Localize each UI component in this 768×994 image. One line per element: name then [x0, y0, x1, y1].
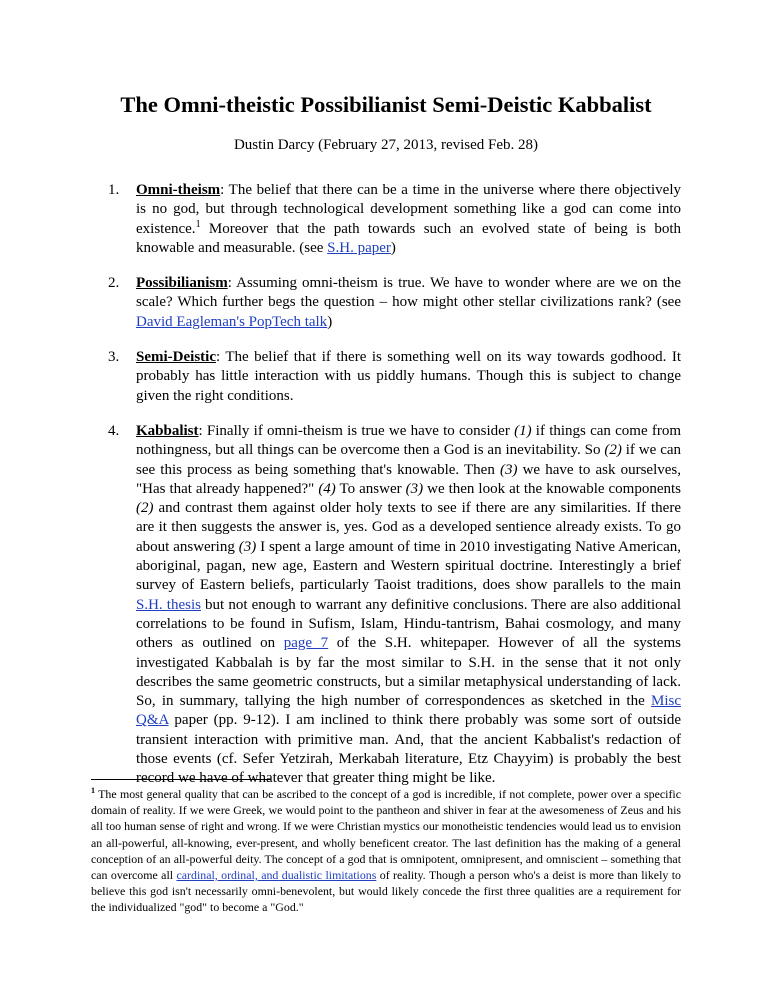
list-number: 4.: [108, 422, 120, 439]
term-omni-theism: Omni-theism: [136, 182, 221, 198]
footnote: [91, 786, 681, 916]
item-text: : The belief that there can be a time in the universe where there objectively is no god, but through technological development something like a god can come into existence.: [136, 182, 681, 237]
item-text: ): [390, 239, 396, 256]
item-text: of the S.H. whitepaper. However of all the systems investigated Kabbalah is by far the most similar to S.H. in the sense that it not only describes the same geometric constructs, but a similar metaphysical understanding of lack. So, in summary, tallying the high number of correspondences as sketched in the: [136, 635, 681, 710]
term-kabbalist: Kabbalist: [136, 422, 199, 439]
step-marker: (3): [405, 480, 424, 497]
item-text: and contrast them against older holy texts to see if there are any similarities. If there are it then suggests the answer is, yes. God as a developed sentience already exists. To go about answering: [136, 500, 681, 555]
definition-list: [91, 181, 681, 789]
item-text: we have to ask ourselves, "Has that already happened?": [136, 461, 681, 497]
item-text: : The belief that if there is something well on its way towards godhood. It probably has little interaction with us piddly humans. Though this is subject to change given the right conditions.: [136, 349, 681, 404]
list-number: 1.: [108, 182, 120, 198]
term-possibilianism: Possibilianism: [136, 275, 228, 292]
step-marker: (3): [499, 461, 518, 478]
document-title: The Omni-theistic Possibilianist Semi-Deistic Kabbalist: [120, 92, 652, 117]
footnote-text: of reality. Though a person who's a deist is more than likely to believe this god isn't necessarily omni-benevolent, but would likely concede the first three qualities are a requirement for the individualized "god" to become a "God.": [91, 868, 681, 915]
item-text: ): [327, 313, 333, 330]
list-item-kabbalist: [91, 422, 681, 789]
step-marker: (2): [604, 442, 622, 459]
item-text: To answer: [335, 480, 406, 497]
footnote-text: The most general quality that can be ascribed to the concept of a god is incredible, if not complete, power over a specific domain of reality. If we were Greek, we would point to the pantheon and shiver in fear at the awesomeness of Zeus and his all too human sense of right and wrong. If we were Christian mystics our monotheistic tendencies would lead us to envision an all-powerful, all-knowing, ever-present, and wholly beneficent creator. The last definition has the making of a general conception of an all-powerful deity. The concept of a god that is omnipotent, omnipresent, and omniscient – something that can overcome all: [91, 787, 681, 883]
link-sh-thesis[interactable]: S.H. thesis: [136, 596, 201, 613]
link-eagleman-talk[interactable]: David Eagleman's PopTech talk: [136, 313, 328, 330]
author-byline: Dustin Darcy (February 27, 2013, revised Feb. 28): [233, 137, 539, 153]
item-text: Moreover that the path towards such an evolved state of being is both knowable and measurable. (see: [136, 220, 681, 256]
link-misc-qa[interactable]: Misc Q&A: [136, 693, 681, 729]
link-page-7[interactable]: page 7: [283, 635, 329, 652]
list-item-possibilianism: [91, 274, 681, 332]
step-marker: (1): [514, 422, 532, 439]
link-limitations[interactable]: cardinal, ordinal, and dualistic limitations: [176, 868, 377, 883]
list-number: 2.: [108, 275, 120, 292]
footnote-ref[interactable]: 1: [195, 218, 201, 230]
item-text: if things can come from nothingness, but all things can be overcome then a God is an inevitability. So: [136, 422, 681, 459]
footnote-divider: [91, 779, 271, 780]
list-item-semi-deistic: [91, 348, 681, 406]
item-text: if we can see this process as being something that's knowable. Then: [136, 442, 682, 478]
item-text: I spent a large amount of time in 2010 investigating Native American, aboriginal, pagan, new age, Eastern and Western spiritual doctrine. Interestingly a brief survey of Eastern beliefs, particularly Taoist traditions, does show parallels to the main: [136, 538, 681, 594]
footnote-mark: 1: [91, 786, 95, 795]
list-number: 3.: [108, 349, 120, 366]
list-item-omni-theism: [91, 181, 681, 258]
item-text: : Finally if omni-theism is true we have to consider: [198, 422, 515, 439]
item-text: but not enough to warrant any definitive conclusions. There are also additional correlations to be found in Sufism, Islam, Hindu-tantrism, Bahai cosmology, and many others as outlined on: [136, 596, 682, 652]
link-sh-paper[interactable]: S.H. paper: [327, 239, 391, 256]
step-marker: (3): [238, 538, 257, 555]
item-text: paper (pp. 9-12). I am inclined to think there probably was some sort of outside transient interaction with primitive man. And, that the ancient Kabbalist's redaction of those events (cf. Sefer Yetzirah, Merkabah literature, Etz Chayyim) is probably the best record we have of whatever that greater thing might be like.: [136, 712, 681, 787]
step-marker: (2): [136, 500, 154, 517]
term-semi-deistic: Semi-Deistic: [136, 349, 216, 366]
item-text: : Assuming omni-theism is true. We have to wonder where are we on the scale? Which further begs the question – how might other stellar civilizations rank? (see: [136, 275, 681, 311]
item-text: we then look at the knowable components: [423, 480, 682, 497]
step-marker: (4): [318, 480, 336, 497]
